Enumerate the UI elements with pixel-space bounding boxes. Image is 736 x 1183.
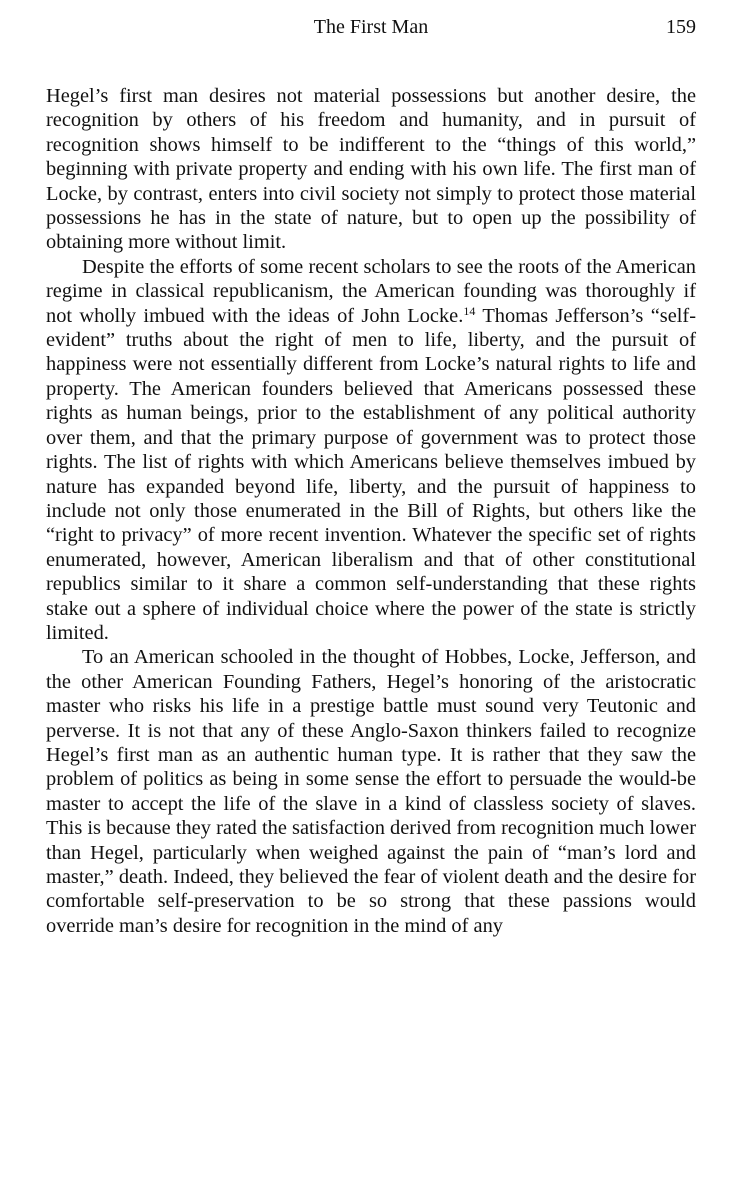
footnote-reference: 14 [463,303,476,318]
body-text [46,84,696,938]
paragraph-3: To an American schooled in the thought of Hobbes, Locke, Jefferson, and the other American Founding Fathers, Hegel’s honoring of the aristocratic master who risks his life in a prestige battle must sound very Teutonic and perverse. It is not that any of these Anglo-Saxon thinkers failed to recognize Hegel’s first man as an authentic human type. It is rather that they saw the problem of politics as being in some sense the effort to persuade the would-be master to accept the life of the slave in a kind of classless society of slaves. This is because they rated the satisfaction derived from recognition much lower than Hegel, particularly when weighed against the pain of “man’s lord and master,” death. Indeed, they believed the fear of violent death and the desire for comfortable self-preservation to be so strong that these passions would override man’s desire for recognition in the mind of any [46,646,696,937]
paragraph-2 [46,255,696,646]
paragraph-2-text-before-note: Despite the efforts of some recent scholars to see the roots of the American regime in classical republicanism, the American founding was thoroughly if not wholly imbued with the ideas of John Locke. [46,255,696,327]
paragraph-1: Hegel’s first man desires not material possessions but another desire, the recognition by others of his freedom and humanity, and in pursuit of recognition shows himself to be indifferent to the “things of this world,” beginning with private property and ending with his own life. The first man of Locke, by contrast, enters into civil society not simply to protect those material possessions he has in the state of nature, but to open up the possibility of obtaining more without limit. [46,85,696,254]
page-number: 159 [666,16,696,38]
running-title: The First Man [313,16,429,38]
running-head [46,14,696,40]
paragraph-2-text-after-note: Thomas Jefferson’s “self-evident” truths about the right of men to life, liberty, and the pursuit of happiness were not essentially different from Locke’s natural rights to life and property. The American founders believed that Americans possessed these rights as human beings, prior to the establishment of any political authority over them, and that the primary purpose of government was to protect those rights. The list of rights with which Americans believe themselves imbued by nature has expanded beyond life, liberty, and the pursuit of happiness to include not only those enumerated in the Bill of Rights, but others like the “right to privacy” of more recent invention. Whatever the specific set of rights enumerated, however, American liberalism and that of other constitutional republics similar to it share a common self-understanding that these rights stake out a sphere of individual choice where the power of the state is strictly limited. [46,304,696,644]
